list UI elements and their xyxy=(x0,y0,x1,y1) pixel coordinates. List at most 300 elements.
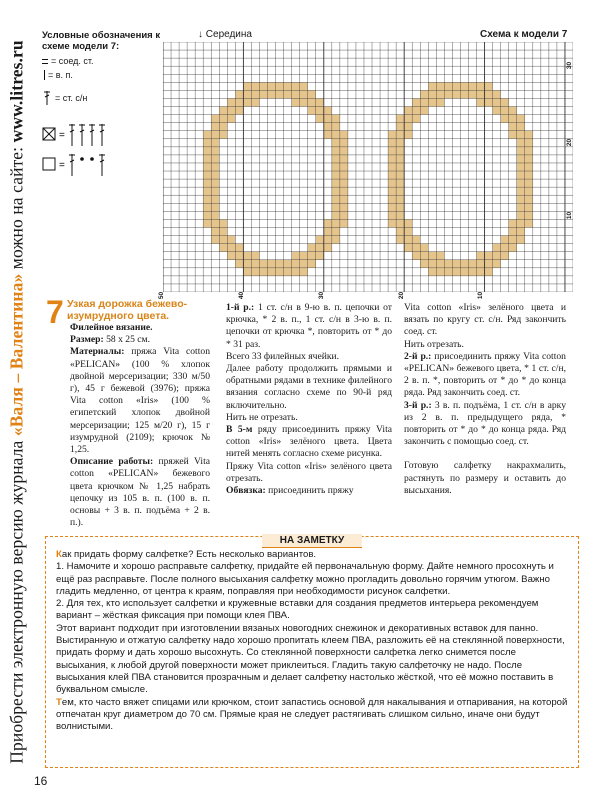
motif-cell xyxy=(292,82,300,90)
motif-cell xyxy=(525,187,533,195)
motif-cell xyxy=(396,203,404,211)
motif-cell xyxy=(396,236,404,244)
motif-cell xyxy=(211,203,219,211)
motif-cell xyxy=(460,82,468,90)
motif-cell xyxy=(404,227,412,235)
promo-text-c: можно на сайте: xyxy=(6,142,27,274)
motif-cell xyxy=(203,211,211,219)
motif-cell xyxy=(517,147,525,155)
motif-cell xyxy=(477,268,485,276)
motif-cell xyxy=(452,268,460,276)
motif-cell xyxy=(219,131,227,139)
motif-cell xyxy=(211,187,219,195)
motif-cell xyxy=(501,107,509,115)
sidebar-promo-text xyxy=(7,40,28,763)
motif-cell xyxy=(396,195,404,203)
motif-cell xyxy=(268,260,276,268)
motif-cell xyxy=(300,260,308,268)
motif-cell xyxy=(332,195,340,203)
note-p4: Этот вариант подходит при изготовлении вязаных новогодних снежинок и декоративных вставок для панно. xyxy=(56,622,539,634)
motif-cell xyxy=(444,260,452,268)
motif-cell xyxy=(468,268,476,276)
motif-cell xyxy=(501,98,509,106)
motif-cell xyxy=(203,195,211,203)
motif-cell xyxy=(227,244,235,252)
motif-cell xyxy=(284,90,292,98)
note-title: НА ЗАМЕТКУ xyxy=(46,535,578,546)
motif-cell xyxy=(227,98,235,106)
motif-cell xyxy=(292,252,300,260)
motif-cell xyxy=(412,244,420,252)
motif-cell xyxy=(211,219,219,227)
motif-cell xyxy=(340,155,348,163)
motif-cell xyxy=(292,98,300,106)
motif-cell xyxy=(485,268,493,276)
motif-cell xyxy=(517,163,525,171)
motif-cell xyxy=(485,260,493,268)
motif-cell xyxy=(332,115,340,123)
promo-site-link[interactable]: www.litres.ru xyxy=(6,40,27,143)
motif-cell xyxy=(412,236,420,244)
motif-cell xyxy=(251,252,259,260)
motif-cell xyxy=(501,252,509,260)
motif-cell xyxy=(468,82,476,90)
motif-cell xyxy=(428,90,436,98)
motif-cell xyxy=(485,252,493,260)
motif-cell xyxy=(203,179,211,187)
motif-cell xyxy=(203,139,211,147)
motif-cell xyxy=(324,227,332,235)
motif-cell xyxy=(396,131,404,139)
motif-cell xyxy=(428,98,436,106)
motif-cell xyxy=(517,139,525,147)
motif-cell xyxy=(332,219,340,227)
motif-cell xyxy=(340,171,348,179)
motif-cell xyxy=(412,107,420,115)
middle-marker xyxy=(198,29,252,40)
motif-cell xyxy=(219,236,227,244)
motif-cell xyxy=(517,123,525,131)
motif-cell xyxy=(525,163,533,171)
legend-label-chain: = в. п. xyxy=(48,70,73,80)
motif-cell xyxy=(235,107,243,115)
motif-cell xyxy=(227,236,235,244)
motif-cell xyxy=(493,260,501,268)
legend-label-dc: = ст. с/н xyxy=(55,93,88,103)
motif-cell xyxy=(203,155,211,163)
motif-cell xyxy=(436,82,444,90)
motif-cell xyxy=(420,107,428,115)
motif-cell xyxy=(251,98,259,106)
motif-cell xyxy=(340,139,348,147)
motif-cell xyxy=(436,260,444,268)
page-number: 16 xyxy=(34,774,48,788)
motif-cell xyxy=(396,115,404,123)
motif-cell xyxy=(332,171,340,179)
motif-cell xyxy=(211,171,219,179)
thread-note-1: Нить не отрезать. xyxy=(226,411,298,423)
motif-cell xyxy=(235,252,243,260)
technique: Филейное вязание. xyxy=(70,322,153,333)
column-1 xyxy=(70,322,210,529)
motif-cell xyxy=(477,82,485,90)
axis-bottom-40: 40 xyxy=(238,291,246,300)
motif-cell xyxy=(211,123,219,131)
motif-cell xyxy=(388,187,396,195)
motif-cell xyxy=(340,195,348,203)
motif-cell xyxy=(332,236,340,244)
note-p1: Как придать форму салфетке? Есть несколько вариантов. xyxy=(56,549,317,560)
motif-cell xyxy=(235,244,243,252)
axis-right-30: 30 xyxy=(566,61,574,70)
motif-cell xyxy=(388,163,396,171)
motif-cell xyxy=(219,115,227,123)
motif-cell xyxy=(332,123,340,131)
motif-cell xyxy=(501,115,509,123)
motif-cell xyxy=(525,195,533,203)
motif-cell xyxy=(388,139,396,147)
motif-cell xyxy=(404,219,412,227)
note-body xyxy=(56,549,570,733)
motif-cell xyxy=(517,227,525,235)
motif-cell xyxy=(396,219,404,227)
motif-cell xyxy=(388,147,396,155)
finishing: Готовую салфетку накрахмалить, растянуть по размеру и оставить до высыхания. xyxy=(404,460,566,496)
motif-cell xyxy=(517,179,525,187)
motif-cell xyxy=(211,155,219,163)
row-1: 1-й р.: 1 ст. с/н в 9-ю в. п. цепочки от крючка, * 2 в. п., 1 ст. с/н в 3-ю в. п. цепочки от крючка *, повторить от * до * 31 раз. xyxy=(226,302,392,350)
note-box xyxy=(45,536,579,768)
motif-cell xyxy=(396,187,404,195)
motif-cell xyxy=(420,98,428,106)
motif-cell xyxy=(517,236,525,244)
model-title: Узкая дорожка бежево-изумрудного цвета. xyxy=(67,298,188,322)
sidebar-promo xyxy=(4,22,30,782)
motif-cell xyxy=(477,90,485,98)
description: Описание работы: пряжей Vita cotton «PELICAN» бежевого цвета крючком № 1,25 набрать цепочку из 105 в. п. (100 в. п. основы + 3 в. п. подъёма + 2 в. п.). xyxy=(70,456,210,529)
cut-thread: Пряжу Vita cotton «Iris» зелёного цвета отрезать. xyxy=(226,460,392,484)
motif-cell xyxy=(525,171,533,179)
motif-cell xyxy=(525,131,533,139)
motif-cell xyxy=(485,90,493,98)
motif-cell xyxy=(412,98,420,106)
motif-cell xyxy=(276,90,284,98)
motif-cell xyxy=(276,82,284,90)
motif-cell xyxy=(324,115,332,123)
motif-cell xyxy=(340,147,348,155)
motif-cell xyxy=(493,252,501,260)
scheme-title: Схема к модели 7 xyxy=(480,29,568,40)
cells-count: Всего 33 филейных ячейки. xyxy=(226,350,340,362)
motif-cell xyxy=(243,268,251,276)
motif-cell xyxy=(517,219,525,227)
legend-label-slip: = соед. ст. xyxy=(51,56,94,66)
motif-cell xyxy=(219,227,227,235)
motif-cell xyxy=(452,90,460,98)
promo-magazine-name: «Валя – Валентина» xyxy=(6,273,27,437)
motif-cell xyxy=(324,123,332,131)
size-line: Размер: 58 х 25 см. xyxy=(70,334,151,346)
motif-cell xyxy=(308,107,316,115)
motif-cell xyxy=(203,203,211,211)
motif-cell xyxy=(517,171,525,179)
motif-cell xyxy=(388,179,396,187)
motif-cell xyxy=(436,98,444,106)
motif-cell xyxy=(324,107,332,115)
motif-cell xyxy=(324,236,332,244)
motif-cell xyxy=(517,187,525,195)
motif-cell xyxy=(268,268,276,276)
column-2 xyxy=(226,302,392,497)
axis-bottom-20: 20 xyxy=(398,291,406,300)
motif-cell xyxy=(211,179,219,187)
motif-cell xyxy=(292,260,300,268)
thread-note-2: Нить отрезать. xyxy=(404,338,464,350)
motif-cell xyxy=(517,211,525,219)
motif-cell xyxy=(460,268,468,276)
motif-cell xyxy=(227,115,235,123)
motif-cell xyxy=(259,90,267,98)
middle-label: Середина xyxy=(205,29,252,40)
motif-cell xyxy=(211,195,219,203)
motif-cell xyxy=(284,268,292,276)
row-2: 2-й р.: присоединить пряжу Vita cotton «PELICAN» бежевого цвета, * 1 ст. с/н, 2 в. п. *, повторить от * до * до конца ряда. Ряд закончить соед. ст. xyxy=(404,350,566,399)
motif-cell xyxy=(332,227,340,235)
axis-right-20: 20 xyxy=(566,138,574,147)
motif-cell xyxy=(396,179,404,187)
motif-cell xyxy=(251,268,259,276)
motif-cell xyxy=(517,155,525,163)
motif-cell xyxy=(332,211,340,219)
materials: Материалы: пряжа Vita cotton «PELICAN» (100 % хлопок двойной мерсеризации; 330 м/50 г), 45 г бежевой (3976); пряжа Vita cotton «Iris» (100 % египетский хлопок двойной мерсеризации; 125 м/20 г), 15 г изумрудной (2109); крючок № 1,25. xyxy=(70,346,210,456)
motif-cell xyxy=(396,211,404,219)
motif-cell xyxy=(452,260,460,268)
motif-cell xyxy=(396,163,404,171)
motif-cell xyxy=(517,195,525,203)
motif-cell xyxy=(268,82,276,90)
legend-item-dc xyxy=(42,90,87,106)
axis-bottom-50: 50 xyxy=(158,291,166,300)
motif-cell xyxy=(509,131,517,139)
motif-cell xyxy=(211,227,219,235)
motif-cell xyxy=(308,252,316,260)
motif-cell xyxy=(525,147,533,155)
motif-cell xyxy=(340,211,348,219)
motif-cell xyxy=(332,179,340,187)
motif-cell xyxy=(428,82,436,90)
motif-cell xyxy=(276,268,284,276)
motif-cell xyxy=(517,203,525,211)
row-5: В 5-м ряду присоединить пряжу Vita cotton «Iris» зелёного цвета. Цвета нитей менять согласно схеме рисунка. xyxy=(226,424,392,460)
motif-cell xyxy=(396,123,404,131)
motif-cell xyxy=(396,147,404,155)
motif-cell xyxy=(300,90,308,98)
motif-cell xyxy=(436,268,444,276)
crochet-chart xyxy=(163,42,573,292)
motif-cell xyxy=(509,123,517,131)
motif-cell xyxy=(251,260,259,268)
motif-cell xyxy=(211,147,219,155)
motif-cell xyxy=(509,219,517,227)
motif-cell xyxy=(324,219,332,227)
motif-cell xyxy=(316,252,324,260)
motif-cell xyxy=(501,244,509,252)
motif-cell xyxy=(332,139,340,147)
svg-text:=: = xyxy=(59,160,65,171)
motif-cell xyxy=(420,252,428,260)
motif-cell xyxy=(211,131,219,139)
edging: Обвязка: присоединить пряжу xyxy=(226,485,354,497)
motif-cell xyxy=(243,252,251,260)
motif-cell xyxy=(509,244,517,252)
motif-cell xyxy=(203,219,211,227)
motif-cell xyxy=(396,139,404,147)
motif-cell xyxy=(235,98,243,106)
motif-cell xyxy=(332,203,340,211)
motif-cell xyxy=(477,260,485,268)
motif-cell xyxy=(324,131,332,139)
double-crochet-icon xyxy=(42,90,52,106)
motif-cell xyxy=(292,268,300,276)
motif-cell xyxy=(396,171,404,179)
motif-cell xyxy=(388,171,396,179)
motif-cell xyxy=(509,227,517,235)
motif-cell xyxy=(203,131,211,139)
motif-cell xyxy=(404,244,412,252)
motif-cell xyxy=(396,227,404,235)
empty-cell-icon xyxy=(42,150,112,178)
motif-cell xyxy=(308,90,316,98)
motif-cell xyxy=(388,211,396,219)
motif-cell xyxy=(203,171,211,179)
motif-cell xyxy=(525,155,533,163)
motif-cell xyxy=(340,219,348,227)
motif-cell xyxy=(468,90,476,98)
svg-text:=: = xyxy=(59,130,65,141)
motif-cell xyxy=(332,131,340,139)
motif-cell xyxy=(316,236,324,244)
motif-cell xyxy=(243,98,251,106)
motif-cell xyxy=(300,252,308,260)
motif-cell xyxy=(501,236,509,244)
motif-cell xyxy=(444,268,452,276)
motif-cell xyxy=(268,90,276,98)
motif-cell xyxy=(404,115,412,123)
motif-cell xyxy=(340,187,348,195)
motif-cell xyxy=(525,219,533,227)
motif-cell xyxy=(452,82,460,90)
motif-cell xyxy=(396,155,404,163)
motif-cell xyxy=(324,244,332,252)
motif-cell xyxy=(428,260,436,268)
motif-cell xyxy=(404,107,412,115)
motif-cell xyxy=(477,252,485,260)
motif-cell xyxy=(420,244,428,252)
motif-cell xyxy=(404,236,412,244)
motif-cell xyxy=(211,211,219,219)
motif-cell xyxy=(509,107,517,115)
motif-cell xyxy=(485,98,493,106)
note-p3: 2. Для тех, кто использует салфетки и кружевные вставки для создания предметов интерьера рекомендуем вариант – жёсткая фиксация при помощи клея ПВА. xyxy=(56,598,539,622)
motif-cell xyxy=(332,187,340,195)
arrow-down-icon: ↓ xyxy=(198,29,203,40)
motif-cell xyxy=(388,131,396,139)
motif-cell xyxy=(332,155,340,163)
motif-cell xyxy=(284,260,292,268)
motif-cell xyxy=(485,82,493,90)
motif-cell xyxy=(444,90,452,98)
motif-cell xyxy=(227,252,235,260)
legend xyxy=(42,30,162,52)
motif-cell xyxy=(203,163,211,171)
motif-cell xyxy=(300,268,308,276)
motif-cell xyxy=(493,90,501,98)
motif-cell xyxy=(420,90,428,98)
motif-cell xyxy=(219,244,227,252)
motif-cell xyxy=(292,90,300,98)
motif-cell xyxy=(509,236,517,244)
motif-cell xyxy=(460,90,468,98)
motif-cell xyxy=(525,203,533,211)
continue-work: Далее работу продолжить прямыми и обратными рядами в технике филейного вязания согласно схеме по 90-й ряд включительно. xyxy=(226,363,392,411)
note-p5: Выстиранную и отжатую салфетку надо хорошо пропитать клеем ПВА, разложить её на стеклянной поверхности, придать форму и дать хорошо высохнуть. Со стеклянной поверхности салфетка легко снимется после высыхания, к любой другой поверхности может приклеиться. Гладить такую салфеточку не надо. После высыхания клей ПВА становится прозрачным и делает салфетку настолько жёсткой, что её можно поставить в буквальном смысле. xyxy=(56,635,565,696)
motif-cell xyxy=(316,244,324,252)
motif-cell xyxy=(300,82,308,90)
edging-cont: Vita cotton «Iris» зелёного цвета и вязать по кругу ст. с/н. Ряд закончить соед. ст. xyxy=(404,302,566,338)
motif-cell xyxy=(468,260,476,268)
motif-cell xyxy=(332,147,340,155)
motif-cell xyxy=(235,260,243,268)
motif-cell xyxy=(428,252,436,260)
promo-text-a: Приобрести электронную версию журнала xyxy=(6,436,27,764)
motif-cell xyxy=(477,98,485,106)
motif-cell xyxy=(235,90,243,98)
motif-cell xyxy=(243,82,251,90)
motif-cell xyxy=(388,195,396,203)
motif-cell xyxy=(517,131,525,139)
motif-cell xyxy=(340,179,348,187)
motif-cell xyxy=(340,131,348,139)
motif-cell xyxy=(219,219,227,227)
note-p6: Тем, кто часто вяжет спицами или крючком, стоит запастись основой для накалывания и отпаривания, на которой отпечатан круг диаметром до 70 см. Прямые края не следует растягивать слишком сильно, иначе они будут волнистыми. xyxy=(56,696,568,733)
motif-cell xyxy=(340,163,348,171)
motif-cell xyxy=(243,260,251,268)
model-number: 7 xyxy=(46,294,64,330)
motif-cell xyxy=(276,260,284,268)
motif-cell xyxy=(493,98,501,106)
motif-cell xyxy=(436,90,444,98)
axis-right-10: 10 xyxy=(566,211,574,220)
motif-cell xyxy=(460,260,468,268)
motif-cell xyxy=(436,252,444,260)
axis-bottom-10: 10 xyxy=(477,291,485,300)
motif-cell xyxy=(251,90,259,98)
motif-cell xyxy=(316,115,324,123)
motif-cell xyxy=(525,139,533,147)
motif-cell xyxy=(404,123,412,131)
motif-cell xyxy=(316,98,324,106)
motif-cell xyxy=(259,82,267,90)
row-3: 3-й р.: 3 в. п. подъёма, 1 ст. с/н в арку из 2 в. п. предыдущего ряда, * повторить от * до * до конца ряда. Ряд закончить с помощью соед. ст. xyxy=(404,399,566,448)
motif-cell xyxy=(332,163,340,171)
motif-cell xyxy=(388,155,396,163)
motif-cell xyxy=(525,211,533,219)
motif-cell xyxy=(300,98,308,106)
motif-cell xyxy=(211,115,219,123)
motif-cell xyxy=(493,107,501,115)
motif-cell xyxy=(388,203,396,211)
column-3 xyxy=(404,302,566,497)
